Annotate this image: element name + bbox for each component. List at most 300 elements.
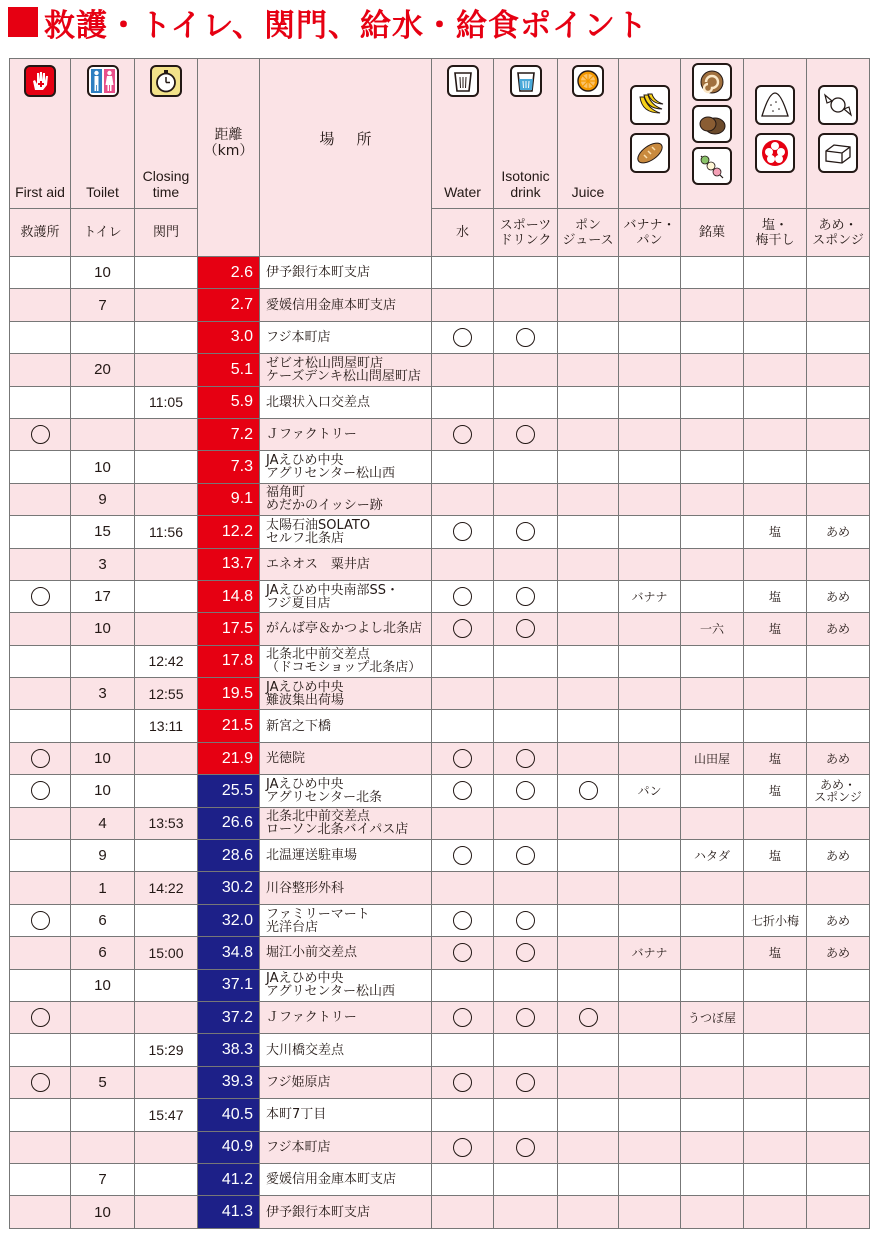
- water-cell: [432, 516, 494, 548]
- toilet-count-cell: [71, 1131, 135, 1163]
- table-row: [10, 321, 870, 353]
- salt-cell: [744, 1131, 807, 1163]
- banana-bread-cell: [619, 678, 681, 710]
- salt-cell: [744, 1034, 807, 1066]
- toilet-count-cell: 4: [71, 807, 135, 839]
- closing-time-cell: 13:53: [135, 807, 198, 839]
- candy-cell: [807, 1001, 870, 1033]
- table-row: [10, 386, 870, 418]
- header-isotonic-ja2: ドリンク: [499, 232, 552, 248]
- isotonic-cell: [494, 1196, 558, 1228]
- table-row: [10, 580, 870, 612]
- isotonic-cell: [494, 969, 558, 1001]
- place-name-line: ゼビオ松山問屋町店: [266, 355, 384, 371]
- circle-mark-icon: [31, 425, 50, 444]
- juice-cell: [558, 678, 619, 710]
- distance-cell: 26.6: [198, 807, 260, 839]
- salt-cell: [744, 872, 807, 904]
- candy-cell: [807, 483, 870, 515]
- header-closing-en1: Closing: [142, 168, 190, 184]
- distance-cell: 32.0: [198, 904, 260, 936]
- water-cell: [432, 483, 494, 515]
- circle-mark-icon: [31, 1008, 50, 1027]
- first-aid-cell: [10, 580, 71, 612]
- header-salt-ja2: 梅干し: [755, 232, 795, 248]
- salt-cell: 塩: [744, 613, 807, 645]
- banana-bread-cell: バナナ: [619, 937, 681, 969]
- closing-time-cell: 15:29: [135, 1034, 198, 1066]
- salt-cell: [744, 1196, 807, 1228]
- first-aid-cell: [10, 516, 71, 548]
- place-name-line: エネオス 粟井店: [266, 556, 370, 572]
- toilet-count-cell: 15: [71, 516, 135, 548]
- circle-mark-icon: [516, 1073, 535, 1092]
- toilet-count-cell: 3: [71, 548, 135, 580]
- isotonic-cell: [494, 289, 558, 321]
- header-salt-ja1: 塩・: [761, 217, 788, 233]
- place-name-line: JAえひめ中央: [266, 453, 344, 469]
- candy-cell: [807, 321, 870, 353]
- sweets-cell: うつぼ屋: [681, 1001, 744, 1033]
- distance-cell: 25.5: [198, 775, 260, 807]
- juice-cell: [558, 742, 619, 774]
- place-cell: [260, 451, 432, 483]
- place-cell: [260, 1099, 432, 1131]
- circle-mark-icon: [453, 846, 472, 865]
- juice-cell: [558, 904, 619, 936]
- place-name-line: 難波集出荷場: [266, 692, 345, 708]
- candy-cell: [807, 354, 870, 386]
- banana-bread-cell: [619, 872, 681, 904]
- candy-cell: あめ: [807, 516, 870, 548]
- candy-cell: [807, 710, 870, 742]
- water-cup-icon: [447, 65, 479, 97]
- water-cell: [432, 775, 494, 807]
- banana-bread-cell: [619, 386, 681, 418]
- banana-bread-cell: [619, 548, 681, 580]
- stopwatch-icon: [150, 65, 182, 97]
- sweets-cell: [681, 1066, 744, 1098]
- place-name-line: フジ本町店: [266, 1139, 331, 1155]
- first-aid-cell: [10, 807, 71, 839]
- place-cell: [260, 904, 432, 936]
- circle-mark-icon: [31, 911, 50, 930]
- sweets-cell: [681, 321, 744, 353]
- place-name-line: 堀江小前交差点: [266, 945, 358, 961]
- salt-cell: 塩: [744, 580, 807, 612]
- place-cell: [260, 613, 432, 645]
- table-row: [10, 1034, 870, 1066]
- header-banana-bread: [619, 59, 681, 209]
- sweets-cell: [681, 1196, 744, 1228]
- place-cell: [260, 775, 432, 807]
- first-aid-cell: [10, 1163, 71, 1195]
- juice-cell: [558, 321, 619, 353]
- first-aid-cell: [10, 1196, 71, 1228]
- banana-bread-cell: パン: [619, 775, 681, 807]
- sweets-cell: ハタダ: [681, 840, 744, 872]
- first-aid-cell: [10, 483, 71, 515]
- place-cell: [260, 580, 432, 612]
- place-name-line: 北条北中前交差点: [266, 809, 371, 825]
- place-name-line: 伊予銀行本町支店: [266, 265, 371, 281]
- water-cell: [432, 807, 494, 839]
- isotonic-cell: [494, 257, 558, 289]
- sweets-cell: [681, 645, 744, 677]
- circle-mark-icon: [579, 781, 598, 800]
- toilet-count-cell: [71, 418, 135, 450]
- salt-cell: [744, 1163, 807, 1195]
- toilet-count-cell: 7: [71, 289, 135, 321]
- header-banana-ja1: バナナ・: [623, 217, 676, 233]
- banana-bread-cell: [619, 1001, 681, 1033]
- header-candy-ja1: あめ・: [818, 217, 858, 233]
- place-cell: [260, 483, 432, 515]
- circle-mark-icon: [453, 425, 472, 444]
- distance-cell: 7.3: [198, 451, 260, 483]
- sweets-cell: [681, 418, 744, 450]
- banana-bread-cell: [619, 354, 681, 386]
- place-name-line: アグリセンター松山西: [266, 984, 395, 1000]
- sweets-cell: [681, 386, 744, 418]
- table-row: [10, 872, 870, 904]
- first-aid-cell: [10, 386, 71, 418]
- place-cell: [260, 840, 432, 872]
- closing-time-cell: [135, 580, 198, 612]
- sweets-cell: 山田屋: [681, 742, 744, 774]
- distance-cell: 17.5: [198, 613, 260, 645]
- water-cell: [432, 840, 494, 872]
- candy-cell: [807, 418, 870, 450]
- first-aid-cell: [10, 321, 71, 353]
- juice-cell: [558, 613, 619, 645]
- banana-bread-cell: [619, 710, 681, 742]
- place-name-line: ケーズデンキ松山問屋町店: [266, 368, 421, 384]
- candy-cell: [807, 257, 870, 289]
- place-name-line: 伊予銀行本町支店: [266, 1204, 371, 1220]
- header-isotonic-ja: [494, 209, 558, 257]
- distance-cell: 40.5: [198, 1099, 260, 1131]
- water-cell: [432, 678, 494, 710]
- candy-cell: あめ: [807, 904, 870, 936]
- toilet-count-cell: 10: [71, 969, 135, 1001]
- table-row: [10, 1163, 870, 1195]
- closing-time-cell: 15:00: [135, 937, 198, 969]
- distance-cell: 41.3: [198, 1196, 260, 1228]
- salt-cell: [744, 645, 807, 677]
- salt-cell: [744, 1099, 807, 1131]
- sweets-cell: [681, 678, 744, 710]
- place-cell: [260, 548, 432, 580]
- closing-time-cell: [135, 969, 198, 1001]
- candy-icon: [818, 85, 858, 125]
- place-name-line: 本町7丁目: [266, 1107, 327, 1123]
- salt-cell: 塩: [744, 775, 807, 807]
- distance-cell: 21.9: [198, 742, 260, 774]
- distance-cell: 40.9: [198, 1131, 260, 1163]
- distance-cell: 12.2: [198, 516, 260, 548]
- closing-time-cell: [135, 451, 198, 483]
- juice-cell: [558, 257, 619, 289]
- sweets-cell: [681, 516, 744, 548]
- closing-time-cell: [135, 483, 198, 515]
- first-aid-cell: [10, 418, 71, 450]
- place-cell: [260, 354, 432, 386]
- water-cell: [432, 1001, 494, 1033]
- water-cell: [432, 1034, 494, 1066]
- isotonic-cell: [494, 613, 558, 645]
- place-name-line: （ドコモショップ北条店）: [266, 660, 422, 676]
- roll-cake-icon: [692, 63, 732, 101]
- isotonic-cell: [494, 451, 558, 483]
- circle-mark-icon: [31, 781, 50, 800]
- salt-cell: 七折小梅: [744, 904, 807, 936]
- isotonic-cell: [494, 742, 558, 774]
- juice-cell: [558, 516, 619, 548]
- circle-mark-icon: [453, 1138, 472, 1157]
- toilet-count-cell: 10: [71, 742, 135, 774]
- juice-cell: [558, 1001, 619, 1033]
- place-cell: [260, 1034, 432, 1066]
- first-aid-cell: [10, 257, 71, 289]
- place-name-line: アグリセンター北条: [266, 789, 382, 805]
- salt-cell: [744, 257, 807, 289]
- water-cell: [432, 904, 494, 936]
- juice-cell: [558, 775, 619, 807]
- water-cell: [432, 645, 494, 677]
- salt-cell: [744, 418, 807, 450]
- distance-cell: 14.8: [198, 580, 260, 612]
- salt-cell: [744, 710, 807, 742]
- closing-time-cell: [135, 1196, 198, 1228]
- header-salt-ja: [744, 209, 807, 257]
- first-aid-cell: [10, 451, 71, 483]
- sweets-cell: [681, 775, 744, 807]
- sweets-cell: [681, 807, 744, 839]
- sweets-cell: [681, 257, 744, 289]
- first-aid-cell: [10, 548, 71, 580]
- manju-icon: [692, 105, 732, 143]
- closing-time-cell: [135, 1066, 198, 1098]
- banana-bread-cell: [619, 418, 681, 450]
- toilet-count-cell: 10: [71, 257, 135, 289]
- sweets-cell: [681, 548, 744, 580]
- isotonic-cell: [494, 418, 558, 450]
- header-first-aid: [10, 59, 71, 209]
- place-name-line: Ｊファクトリー: [266, 1010, 357, 1026]
- place-name-line: JAえひめ中央: [266, 971, 344, 987]
- place-name-line: 愛媛信用金庫本町支店: [266, 297, 397, 313]
- salt-cell: [744, 451, 807, 483]
- place-cell: [260, 645, 432, 677]
- closing-time-cell: [135, 418, 198, 450]
- closing-time-cell: [135, 321, 198, 353]
- distance-cell: 30.2: [198, 872, 260, 904]
- place-name-line: JAえひめ中央: [266, 679, 344, 695]
- juice-cell: [558, 451, 619, 483]
- sweets-cell: [681, 1034, 744, 1066]
- first-aid-cell: [10, 613, 71, 645]
- candy-cell: [807, 807, 870, 839]
- header-closing-time: [135, 59, 198, 209]
- place-name-line: 北温運送駐車場: [266, 848, 358, 864]
- candy-cell: あめ: [807, 742, 870, 774]
- distance-cell: 13.7: [198, 548, 260, 580]
- juice-cell: [558, 1163, 619, 1195]
- header-isotonic-en1: Isotonic: [501, 168, 550, 184]
- water-cell: [432, 872, 494, 904]
- candy-cell: [807, 872, 870, 904]
- header-toilet-en: Toilet: [86, 184, 119, 200]
- closing-time-cell: [135, 742, 198, 774]
- first-aid-cell: [10, 1099, 71, 1131]
- first-aid-cell: [10, 969, 71, 1001]
- place-name-line: JAえひめ中央南部SS・: [266, 582, 400, 598]
- water-cell: [432, 548, 494, 580]
- candy-cell: [807, 1034, 870, 1066]
- closing-time-cell: 11:56: [135, 516, 198, 548]
- water-cell: [432, 418, 494, 450]
- first-aid-cell: [10, 678, 71, 710]
- table-row: [10, 969, 870, 1001]
- candy-cell: あめ: [807, 580, 870, 612]
- toilet-count-cell: [71, 1034, 135, 1066]
- isotonic-cell: [494, 775, 558, 807]
- isotonic-cell: [494, 937, 558, 969]
- place-cell: [260, 1066, 432, 1098]
- distance-cell: 3.0: [198, 321, 260, 353]
- first-aid-cell: [10, 937, 71, 969]
- banana-bread-cell: [619, 969, 681, 1001]
- place-name-line: めだかのイッシー跡: [266, 498, 383, 514]
- table-row: [10, 257, 870, 289]
- salt-cell: [744, 321, 807, 353]
- header-isotonic-ja1: スポーツ: [499, 217, 552, 233]
- salt-cell: [744, 969, 807, 1001]
- table-row: [10, 1099, 870, 1131]
- first-aid-cell: [10, 872, 71, 904]
- first-aid-cell: [10, 1131, 71, 1163]
- place-name-line: セルフ北条店: [266, 530, 345, 546]
- place-cell: [260, 1196, 432, 1228]
- place-cell: [260, 742, 432, 774]
- distance-cell: 37.2: [198, 1001, 260, 1033]
- header-toilet: [71, 59, 135, 209]
- circle-mark-icon: [516, 911, 535, 930]
- isotonic-cell: [494, 807, 558, 839]
- closing-time-cell: [135, 613, 198, 645]
- distance-cell: 38.3: [198, 1034, 260, 1066]
- water-cell: [432, 1066, 494, 1098]
- distance-cell: 2.7: [198, 289, 260, 321]
- place-cell: [260, 516, 432, 548]
- water-cell: [432, 580, 494, 612]
- header-banana-ja2: パン: [636, 232, 663, 248]
- circle-mark-icon: [516, 328, 535, 347]
- distance-cell: 17.8: [198, 645, 260, 677]
- circle-mark-icon: [453, 587, 472, 606]
- circle-mark-icon: [31, 587, 50, 606]
- candy-cell: あめ: [807, 613, 870, 645]
- place-cell: [260, 1131, 432, 1163]
- juice-cell: [558, 645, 619, 677]
- salt-cell: [744, 354, 807, 386]
- distance-cell: 41.2: [198, 1163, 260, 1195]
- header-closing-ja: 関門: [135, 209, 198, 257]
- place-name-line: ファミリーマート: [266, 906, 370, 922]
- table-row: [10, 840, 870, 872]
- candy-cell: [807, 289, 870, 321]
- sweets-cell: [681, 451, 744, 483]
- toilet-count-cell: 5: [71, 1066, 135, 1098]
- place-name-line: 北条北中前交差点: [266, 647, 371, 663]
- isotonic-cell: [494, 840, 558, 872]
- water-cell: [432, 1196, 494, 1228]
- toilet-count-cell: 17: [71, 580, 135, 612]
- salt-cell: [744, 1001, 807, 1033]
- header-juice-en: Juice: [571, 184, 605, 200]
- circle-mark-icon: [453, 781, 472, 800]
- closing-time-cell: 14:22: [135, 872, 198, 904]
- candy-cell: [807, 678, 870, 710]
- place-cell: [260, 386, 432, 418]
- closing-time-cell: [135, 548, 198, 580]
- candy-cell: あめ・ スポンジ: [807, 775, 870, 807]
- bread-icon: [630, 133, 670, 173]
- juice-cell: [558, 807, 619, 839]
- title-text: 救護・トイレ、関門、給水・給食ポイント: [44, 7, 648, 44]
- sweets-cell: [681, 872, 744, 904]
- circle-mark-icon: [516, 846, 535, 865]
- place-cell: [260, 710, 432, 742]
- first-aid-cell: [10, 354, 71, 386]
- table-row: [10, 613, 870, 645]
- place-cell: [260, 1001, 432, 1033]
- place-name-line: 愛媛信用金庫本町支店: [266, 1172, 397, 1188]
- isotonic-cell: [494, 872, 558, 904]
- juice-cell: [558, 1131, 619, 1163]
- isotonic-cell: [494, 710, 558, 742]
- table-row: [10, 418, 870, 450]
- juice-cell: [558, 872, 619, 904]
- salt-cell: [744, 548, 807, 580]
- closing-time-cell: [135, 840, 198, 872]
- closing-time-cell: [135, 1131, 198, 1163]
- banana-bread-cell: [619, 904, 681, 936]
- isotonic-cell: [494, 678, 558, 710]
- distance-cell: 5.1: [198, 354, 260, 386]
- distance-cell: 9.1: [198, 483, 260, 515]
- distance-cell: 37.1: [198, 969, 260, 1001]
- banana-bread-cell: [619, 321, 681, 353]
- sweets-cell: [681, 354, 744, 386]
- toilet-count-cell: 10: [71, 451, 135, 483]
- table-body: [10, 257, 870, 1229]
- banana-bread-cell: [619, 1163, 681, 1195]
- circle-mark-icon: [516, 425, 535, 444]
- salt-cell: 塩: [744, 516, 807, 548]
- water-cell: [432, 1163, 494, 1195]
- sweets-cell: [681, 1131, 744, 1163]
- table-row: [10, 516, 870, 548]
- circle-mark-icon: [31, 749, 50, 768]
- sweets-cell: [681, 1099, 744, 1131]
- closing-time-cell: [135, 1001, 198, 1033]
- sports-drink-cup-icon: [510, 65, 542, 97]
- table-row: [10, 937, 870, 969]
- place-cell: [260, 678, 432, 710]
- distance-cell: 21.5: [198, 710, 260, 742]
